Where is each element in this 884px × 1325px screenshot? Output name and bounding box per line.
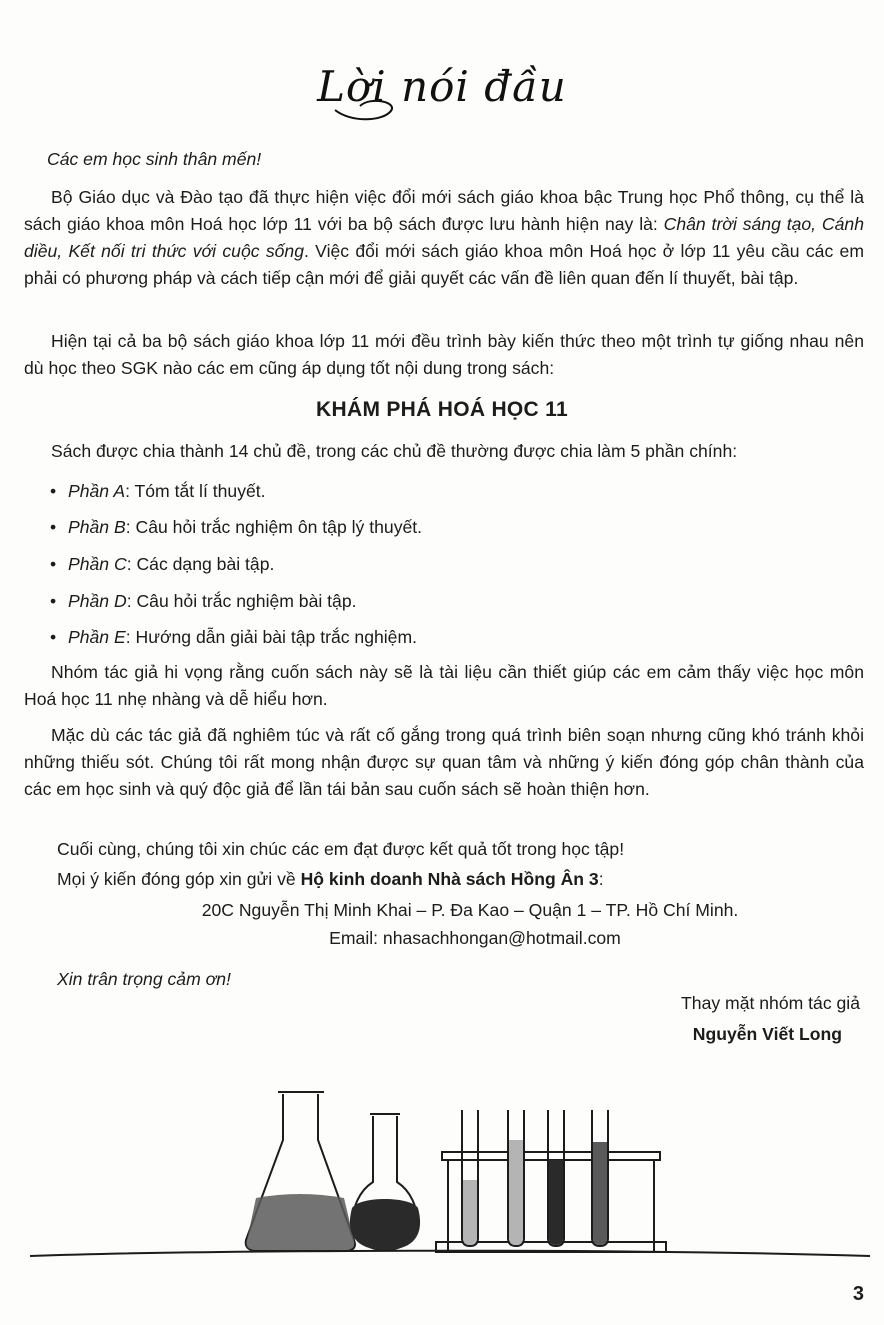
paragraph-intro [24,184,864,292]
test-tube-rack-icon [436,1110,666,1252]
part-label: Phần C [68,554,127,574]
bullet-dot: • [50,554,57,574]
thanks: Xin trân trọng cảm ơn! [57,969,231,989]
email: Email: nhasachhongan@hotmail.com [329,928,621,948]
list-item [50,624,417,651]
paragraph-wishes: Cuối cùng, chúng tôi xin chúc các em đạt được kết quả tốt trong học tập! [57,839,625,859]
title-flourish [330,88,570,128]
bullet-dot: • [50,481,57,501]
paragraph-hope: Nhóm tác giả hi vọng rằng cuốn sách này sẽ là tài liệu cần thiết giúp các em cảm thấy việc học môn Hoá học 11 nhẹ nhàng và dễ hiểu hơn. [24,662,864,709]
para1-start: Bộ Giáo dục và Đào tạo đã thực hiện việc đổi mới sách giáo khoa bậc Trung học Phổ thông, cụ thể là sách giáo khoa môn Hoá học lớp 11 với ba bộ sách được lưu hành hiện nay là: [24,187,864,234]
lab-glassware-illustration [0,1070,884,1270]
part-text: : Hướng dẫn giải bài tập trắc nghiệm. [125,627,418,647]
part-label: Phần B [68,517,126,537]
para1-end: . Việc đổi mới sách giáo khoa môn Hoá học ở lớp 11 yêu cầu các em phải có phương pháp và cách tiếp cận mới để giải quyết các vấn đề liên quan đến lí thuyết, bài tập. [24,241,864,288]
list-item [50,551,274,578]
part-text: : Câu hỏi trắc nghiệm ôn tập lý thuyết. [125,517,423,537]
part-text: : Tóm tắt lí thuyết. [125,481,266,501]
book-series: Chân trời sáng tạo, Cánh diều, Kết nối tri thức với cuộc sống [24,214,864,261]
bullet-dot: • [50,627,57,647]
part-label: Phần E [68,627,126,647]
feedback-prefix: Mọi ý kiến đóng góp xin gửi về [57,869,301,889]
list-item [50,514,422,541]
address: 20C Nguyễn Thị Minh Khai – P. Đa Kao – Quận 1 – TP. Hồ Chí Minh. [201,900,739,920]
page-number: 3 [852,1283,864,1305]
signature-name: Nguyễn Viết Long [692,1024,842,1044]
greeting: Các em học sinh thân mến! [47,149,262,169]
round-flask-icon [350,1114,420,1250]
paragraph-feedback: Mặc dù các tác giả đã nghiêm túc và rất cố gắng trong quá trình biên soạn nhưng cũng khó tránh khỏi những thiếu sót. Chúng tôi rất mong nhận được sự quan tâm và những ý kiến đóng góp chân thành của các em học sinh và quý độc giả để lần tái bản sau cuốn sách sẽ hoàn thiện hơn. [24,725,864,799]
feedback-suffix: : [598,869,604,889]
list-item [50,478,266,505]
erlenmeyer-flask-icon [246,1092,355,1251]
signature-role: Thay mặt nhóm tác giả [681,993,860,1013]
part-label: Phần A [68,481,126,501]
part-label: Phần D [68,591,127,611]
bullet-dot: • [50,517,57,537]
book-title-heading: KHÁM PHÁ HOÁ HỌC 11 [316,398,568,421]
part-text: : Câu hỏi trắc nghiệm bài tập. [126,591,357,611]
parts-intro: Sách được chia thành 14 chủ đề, trong các chủ đề thường được chia làm 5 phần chính: [51,441,738,461]
page-title: Lời nói đầu [317,62,567,111]
bullet-dot: • [50,591,57,611]
feedback-line [57,866,857,893]
paragraph-structure: Hiện tại cả ba bộ sách giáo khoa lớp 11 mới đều trình bày kiến thức theo một trình tự giống nhau nên dù học theo SGK nào các em cũng áp dụng tốt nội dung trong sách: [24,331,864,378]
list-item [50,588,357,615]
publisher-name: Hộ kinh doanh Nhà sách Hồng Ân 3 [300,869,599,889]
part-text: : Các dạng bài tập. [126,554,275,574]
